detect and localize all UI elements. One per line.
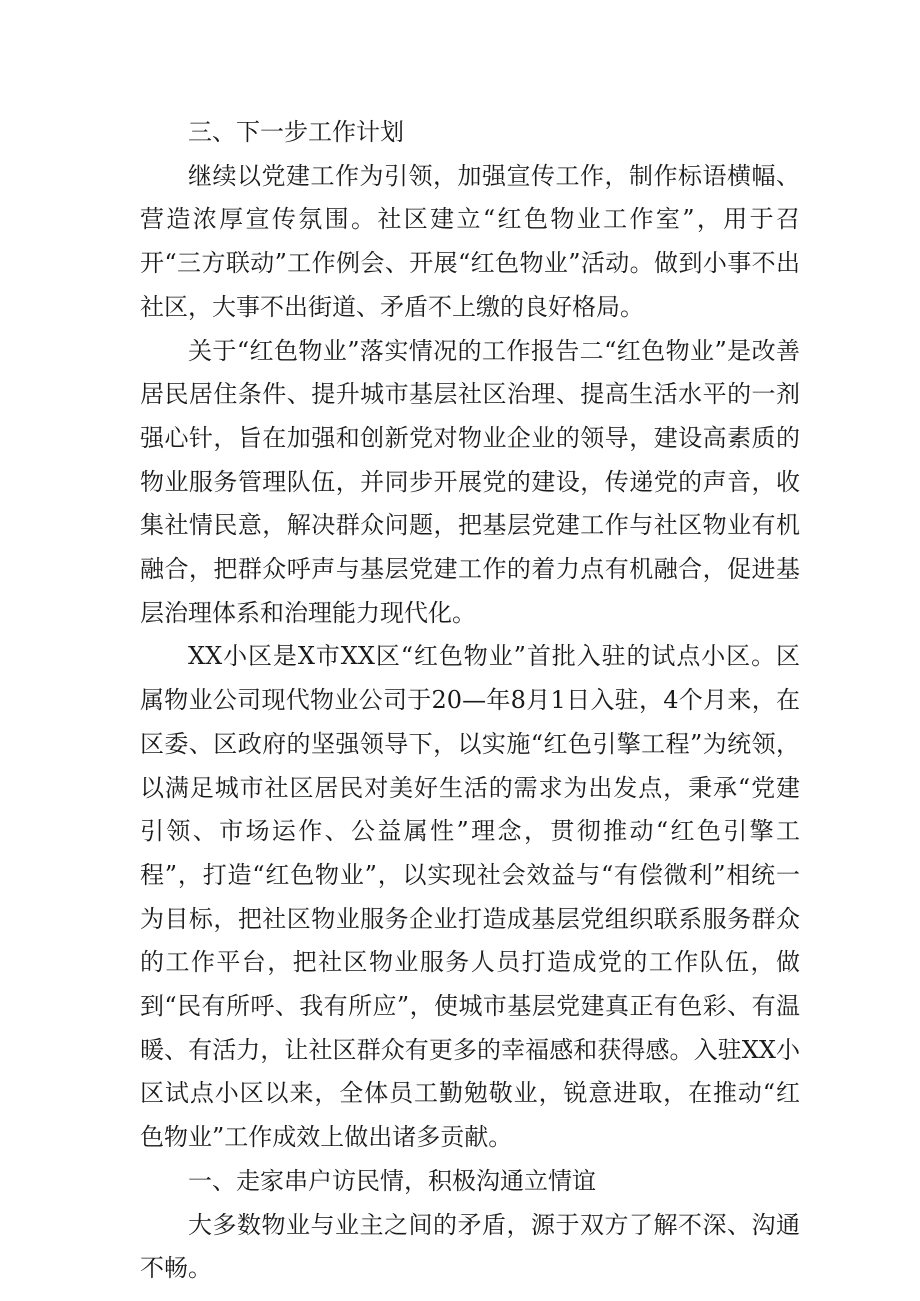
paragraph-pilot-community: XX小区是X市XX区“红色物业”首批入驻的试点小区。区属物业公司现代物业公司于20—年8月1日入驻，4个月来，在区委、区政府的坚强领导下，以实施“红色引擎工程”为统领，以满足城市社区居民对美好生活的需求为出发点，秉承“党建引领、市场运作、公益属性”理念，贯彻推动“红色引擎工程”，打造“红色物业”，以实现社会效益与“有偿微利”相统一为目标，把社区物业服务企业打造成基层党组织联系服务群众的工作平台，把社区物业服务人员打造成党的工作队伍，做到“民有所呼、我有所应”，使城市基层党建真正有色彩、有温暖、有活力，让社区群众有更多的幸福感和获得感。入驻XX小区试点小区以来，全体员工勤勉敬业，锐意进取，在推动“红色物业”工作成效上做出诸多贡献。 — [140, 642, 800, 1152]
paragraph-conflicts: 大多数物业与业主之间的矛盾，源于双方了解不深、沟通不畅。 — [140, 1210, 800, 1283]
paragraph-report-intro: 关于“红色物业”落实情况的工作报告二“红色物业”是改善居民居住条件、提升城市基层社区治理、提高生活水平的一剂强心针，旨在加强和创新党对物业企业的领导，建设高素质的物业服务管理队伍，并同步开展党的建设，传递党的声音，收集社情民意，解决群众问题，把基层党建工作与社区物业有机融合，把群众呼声与基层党建工作的着力点有机融合，促进基层治理体系和治理能力现代化。 — [140, 336, 800, 627]
paragraph-work-plan: 继续以党建工作为引领，加强宣传工作，制作标语横幅、营造浓厚宣传氛围。社区建立“红色物业工作室”，用于召开“三方联动”工作例会、开展“红色物业”活动。做到小事不出社区，大事不出街道、矛盾不上缴的良好格局。 — [140, 161, 800, 321]
section-heading-next-steps: 三、下一步工作计划 — [188, 118, 404, 146]
section-heading-home-visits: 一、走家串户访民情，积极沟通立情谊 — [188, 1166, 596, 1195]
document-body — [140, 111, 800, 1291]
